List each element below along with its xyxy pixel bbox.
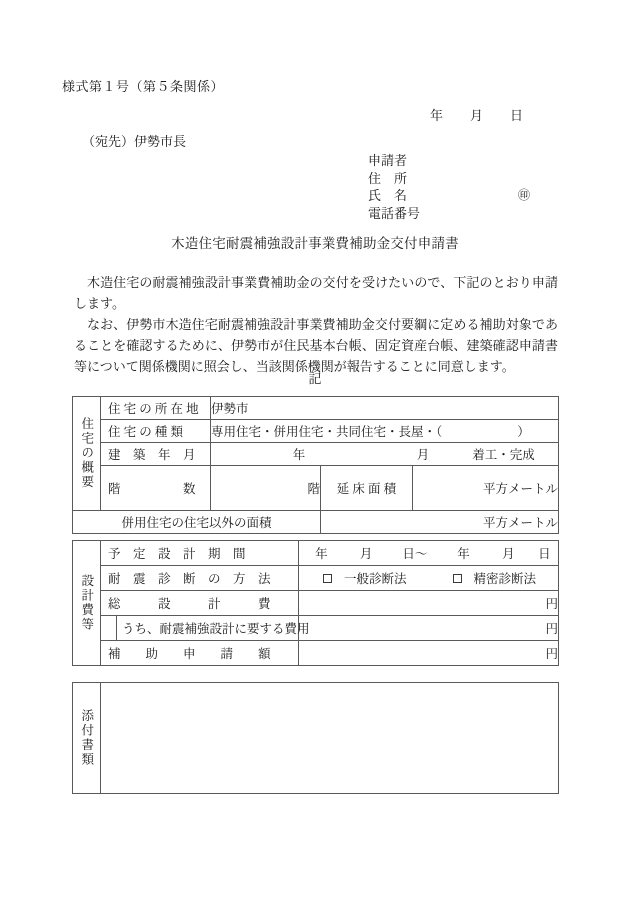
total-design-cost-label: 総 設 計 費 (108, 597, 271, 611)
floors-value-cell[interactable] (211, 466, 321, 511)
subsidy-amount-label: 補 助 申 請 額 (108, 647, 271, 661)
addressee: （宛先）伊勢市長 (82, 134, 187, 149)
build-month-label: 月 (416, 448, 430, 462)
build-status-label: 着工・完成 (472, 448, 535, 462)
applicant-phone-label: 電話番号 (368, 205, 421, 221)
non-residential-label-cell (73, 511, 321, 534)
location-value: 伊勢市 (211, 402, 249, 416)
checkbox-general-diagnosis[interactable] (323, 574, 332, 583)
period-value-cell[interactable] (299, 541, 559, 566)
reinforcement-value-cell[interactable] (299, 616, 559, 641)
total-design-cost-unit: 円 (545, 597, 558, 611)
table-row (73, 443, 559, 466)
table-row (73, 541, 559, 566)
period-year-2: 年 (457, 547, 470, 561)
attachment-content-cell[interactable] (101, 683, 559, 794)
housing-type-value-cell[interactable] (211, 420, 559, 443)
reinforcement-cost-unit: 円 (545, 622, 558, 636)
date-line (430, 105, 530, 124)
design-cost-table (72, 540, 559, 666)
housing-type-label-cell (101, 420, 211, 443)
applicant-phone-row (368, 205, 420, 223)
method-label-cell (101, 566, 299, 591)
non-residential-unit: 平方メートル (483, 516, 559, 530)
applicant-address-label: 住 所 (368, 170, 408, 186)
applicant-name-label: 氏 名 (368, 188, 408, 203)
checkbox-precise-diagnosis[interactable] (453, 574, 462, 583)
floors-label: 階 数 (108, 482, 196, 496)
seal-stamp-icon: ㊞ (518, 188, 531, 202)
table-row (73, 566, 559, 591)
table-row (73, 466, 559, 511)
subsidy-label-cell (101, 641, 299, 666)
total-design-value-cell[interactable] (299, 591, 559, 616)
non-residential-value-cell[interactable] (321, 511, 559, 534)
table-row (73, 641, 559, 666)
floors-unit: 階 (307, 482, 320, 496)
cost-vertical-label-cell (73, 541, 101, 666)
attachment-vertical-label-cell (73, 683, 101, 794)
subsidy-value-cell[interactable] (299, 641, 559, 666)
date-month-label: 月 (470, 108, 484, 123)
applicant-heading: 申請者 (368, 153, 408, 168)
build-date-value-cell[interactable] (211, 443, 559, 466)
method-value-cell (299, 566, 559, 591)
total-design-label-cell (101, 591, 299, 616)
sub-row-gutter (101, 616, 117, 640)
housing-vertical-label-cell (73, 397, 101, 511)
floors-label-cell (101, 466, 211, 511)
build-date-label-cell (101, 443, 211, 466)
date-year-label: 年 (430, 108, 444, 123)
location-label: 住 宅 の 所 在 地 (108, 402, 199, 416)
period-month-2: 月 (502, 547, 515, 561)
housing-type-label: 住 宅 の 種 類 (108, 425, 184, 439)
cost-vertical-label: 設計費等 (79, 574, 94, 632)
housing-type-options: 専用住宅・併用住宅・共同住宅・長屋・（ ） (211, 425, 530, 439)
total-area-label-cell (321, 466, 413, 511)
body-paragraph-1: 木造住宅の耐震補強設計事業費補助金の交付を受けたいので、下記のとおり申請します。 (74, 275, 558, 311)
applicant-name-row (368, 187, 531, 205)
page-title: 木造住宅耐震補強設計事業費補助金交付申請書 (171, 236, 459, 251)
build-date-label: 建 築 年 月 (108, 448, 196, 462)
applicant-block (368, 152, 531, 222)
period-year-1: 年 (315, 547, 328, 561)
form-number: 様式第１号（第５条関係） (62, 79, 225, 94)
period-day-2: 日 (538, 547, 551, 561)
applicant-address-row (368, 170, 420, 188)
date-day-label: 日 (510, 108, 524, 123)
table-row (73, 683, 559, 794)
table-row (73, 616, 559, 641)
kizu-marker: 記 (308, 371, 322, 386)
diagnosis-method-label: 耐 震 診 断 の 方 法 (108, 572, 271, 586)
table-row (73, 591, 559, 616)
reinforcement-cost-label: うち、耐震補強設計に要する費用 (122, 622, 310, 636)
attachment-table (72, 682, 559, 794)
reinforcement-label-cell (101, 616, 310, 641)
table-row (73, 420, 559, 443)
method-option-precise: 精密診断法 (473, 572, 537, 586)
non-residential-label: 併用住宅の住宅以外の面積 (121, 516, 272, 530)
method-option-general: 一般診断法 (344, 572, 407, 586)
location-label-cell (101, 397, 211, 420)
body-paragraph-2: なお、伊勢市木造住宅耐震補強設計事業費補助金交付要綱に定める補助対象であることを確認するために、伊勢市が住民基本台帳、固定資産台帳、建築確認申請書等について関係機関に照会し、当該関係機関が報告することに同意します。 (74, 317, 558, 374)
applicant-heading-row (368, 152, 420, 170)
table-row (73, 397, 559, 420)
housing-vertical-label: 住宅の概要 (79, 417, 94, 490)
period-label-cell (101, 541, 299, 566)
total-area-value-cell[interactable] (413, 466, 559, 511)
location-value-cell[interactable] (211, 397, 559, 420)
period-month-1: 月 (359, 547, 373, 561)
period-label: 予 定 設 計 期 間 (108, 547, 246, 561)
housing-overview-table (72, 396, 559, 534)
period-day-1: 日～ (402, 547, 428, 561)
total-area-unit: 平方メートル (483, 482, 559, 496)
build-year-label: 年 (292, 448, 306, 462)
body-text (74, 272, 558, 377)
table-row (73, 511, 559, 534)
total-area-label: 延 床 面 積 (336, 482, 397, 496)
attachment-vertical-label: 添付書類 (79, 709, 94, 767)
subsidy-amount-unit: 円 (545, 647, 558, 661)
